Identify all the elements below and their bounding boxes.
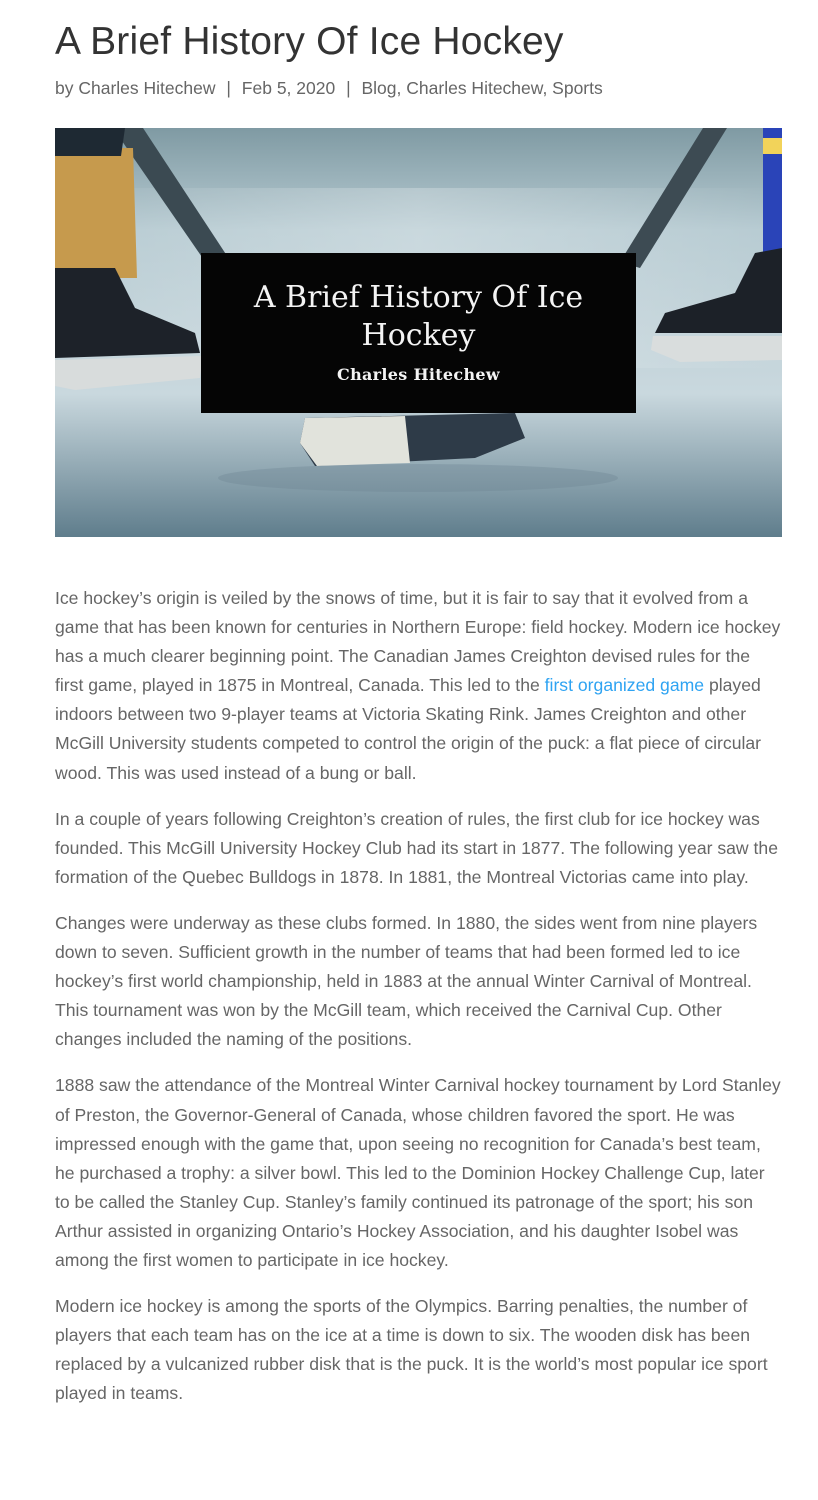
category-link-blog[interactable]: Blog xyxy=(361,78,397,98)
category-link-sports[interactable]: Sports xyxy=(552,78,603,98)
hero-title-card xyxy=(201,253,636,413)
paragraph-1-text-start: Ice hockey’s origin is veiled by the snows of time, but it is fair to say that it evolved from a game that has been known for centuries in Northern Europe: field hockey. Modern ice hockey has a much clearer beginning point. The Canadian James Creighton devised rules for the first game, played in 1875 in Montreal, Canada. This led to the xyxy=(55,588,781,696)
paragraph-3: Changes were underway as these clubs formed. In 1880, the sides went from nine players down to seven. Sufficient growth in the number of teams that had been formed led to ice hockey’s first world championship, held in 1883 at the annual Winter Carnival of Montreal. This tournament was won by the McGill team, which received the Carnival Cup. Other changes included the naming of the positions. xyxy=(55,912,758,1050)
right-skate-blade xyxy=(651,336,782,362)
stick-blade-tape xyxy=(300,416,410,466)
hero-title: A Brief History Of Ice Hockey xyxy=(253,280,584,353)
ice-shadow xyxy=(218,464,618,492)
first-organized-game-link[interactable]: first organized game xyxy=(544,675,705,696)
post-title: A Brief History Of Ice Hockey xyxy=(55,20,564,63)
left-player-pants xyxy=(55,148,137,278)
paragraph-1-text-end: played indoors between two 9-player teams at Victoria Skating Rink. James Creighton and other McGill University students competed to control the origin of the puck: a flat piece of circular wood. This was used instead of a bung or ball. xyxy=(55,675,762,783)
left-player-glove xyxy=(55,128,125,156)
post-content xyxy=(55,584,782,1425)
category-link-author[interactable]: Charles Hitechew xyxy=(406,78,543,98)
meta-separator: | xyxy=(346,78,351,98)
paragraph-2: In a couple of years following Creighton’s creation of rules, the first club for ice hockey was founded. This McGill University Hockey Club had its start in 1877. The following year saw the formation of the Quebec Bulldogs in 1878. In 1881, the Montreal Victorias came into play. xyxy=(55,808,778,887)
meta-by: by xyxy=(55,78,74,98)
meta-separator: | xyxy=(226,78,231,98)
featured-image xyxy=(55,128,782,537)
paragraph-4: 1888 saw the attendance of the Montreal Winter Carnival hockey tournament by Lord Stanley of Preston, the Governor-General of Canada, whose children favored the sport. He was impressed enough with the game that, upon seeing no recognition for Canada’s best team, he purchased a trophy: a silver bowl. This led to the Dominion Hockey Challenge Cup, later to be called the Stanley Cup. Stanley’s family continued its patronage of the sport; his son Arthur assisted in organizing Ontario’s Hockey Association, and his daughter Isobel was among the first women to participate in ice hockey. xyxy=(55,1075,781,1270)
right-player-stripe xyxy=(763,138,782,154)
author-link[interactable]: Charles Hitechew xyxy=(78,78,216,98)
post-date: Feb 5, 2020 xyxy=(241,78,336,98)
hero-author: Charles Hitechew xyxy=(337,365,500,384)
paragraph-1 xyxy=(55,584,782,788)
post-meta: by Charles Hitechew | Feb 5, 2020 | Blog, Charles Hitechew, Sports xyxy=(55,78,603,98)
paragraph-5: Modern ice hockey is among the sports of the Olympics. Barring penalties, the number of players that each team has on the ice at a time is down to six. The wooden disk has been replaced by a vulcanized rubber disk that is the puck. It is the world’s most popular ice sport played in teams. xyxy=(55,1296,768,1404)
